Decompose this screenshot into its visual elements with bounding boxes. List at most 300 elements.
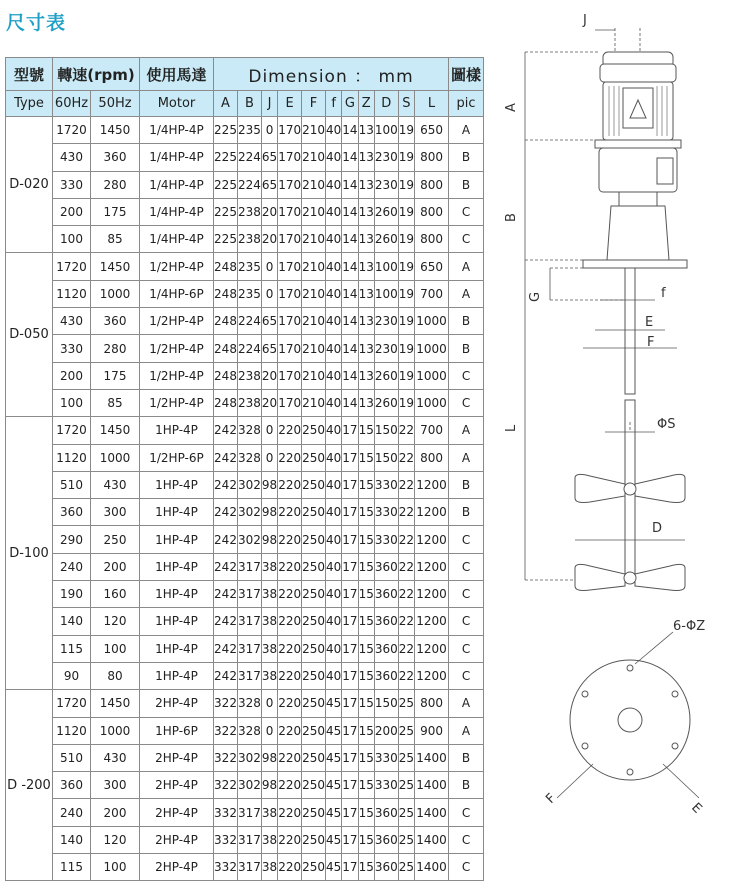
table-cell: 250 xyxy=(302,608,326,635)
table-cell: 170 xyxy=(278,144,302,171)
table-cell: 1HP-4P xyxy=(140,553,214,580)
label-z: 6-ΦZ xyxy=(673,619,706,634)
header-dimension: Dimension ： mm xyxy=(214,58,449,91)
table-cell: 224 xyxy=(238,171,262,198)
table-cell: 360 xyxy=(53,772,91,799)
table-cell: 45 xyxy=(326,690,342,717)
table-cell: 1/2HP-4P xyxy=(140,308,214,335)
table-cell: 360 xyxy=(374,608,398,635)
table-cell: 700 xyxy=(415,280,449,307)
table-cell: 40 xyxy=(326,171,342,198)
table-cell: 1HP-4P xyxy=(140,471,214,498)
label-f-plan: F xyxy=(543,790,560,807)
table-cell: 40 xyxy=(326,662,342,689)
table-cell: 250 xyxy=(302,635,326,662)
table-cell: 220 xyxy=(278,854,302,881)
table-row xyxy=(6,471,484,498)
table-cell: 13 xyxy=(358,362,374,389)
table-cell: 17 xyxy=(342,854,358,881)
model-cell: D-050 xyxy=(6,253,53,417)
table-cell: 328 xyxy=(238,444,262,471)
table-cell: 317 xyxy=(238,553,262,580)
table-row xyxy=(6,526,484,553)
table-cell: 45 xyxy=(326,854,342,881)
table-cell: 14 xyxy=(342,198,358,225)
table-cell: 1000 xyxy=(415,308,449,335)
table-cell: 13 xyxy=(358,198,374,225)
header-col-z: Z xyxy=(358,91,374,117)
table-cell: 85 xyxy=(91,226,140,253)
table-cell: 250 xyxy=(302,662,326,689)
table-cell: 38 xyxy=(261,854,277,881)
table-cell: 40 xyxy=(326,635,342,662)
header-motor-cn: 使用馬達 xyxy=(140,58,214,91)
table-cell: 238 xyxy=(238,389,262,416)
table-cell: 220 xyxy=(278,553,302,580)
table-cell: 302 xyxy=(238,772,262,799)
table-cell: 17 xyxy=(342,499,358,526)
motor-top xyxy=(600,64,676,82)
table-row xyxy=(6,799,484,826)
table-row xyxy=(6,635,484,662)
table-cell: A xyxy=(449,253,484,280)
table-cell: 40 xyxy=(326,526,342,553)
table-cell: 1450 xyxy=(91,417,140,444)
table-cell: 115 xyxy=(53,635,91,662)
table-cell: 1/2HP-4P xyxy=(140,389,214,416)
table-cell: 210 xyxy=(302,253,326,280)
table-cell: 210 xyxy=(302,144,326,171)
table-cell: 40 xyxy=(326,144,342,171)
table-cell: 200 xyxy=(53,362,91,389)
table-cell: 15 xyxy=(358,826,374,853)
table-cell: 1720 xyxy=(53,253,91,280)
label-f-small: f xyxy=(661,286,666,301)
table-cell: 242 xyxy=(214,526,238,553)
header-50hz: 50Hz xyxy=(91,91,140,117)
table-cell: 22 xyxy=(398,553,414,580)
table-cell: 1200 xyxy=(415,635,449,662)
table-cell: 1720 xyxy=(53,417,91,444)
label-g: G xyxy=(528,291,543,302)
table-cell: 0 xyxy=(261,690,277,717)
mixer-diagram xyxy=(495,0,729,895)
header-col-g: G xyxy=(342,91,358,117)
table-cell: 1/2HP-4P xyxy=(140,362,214,389)
table-cell: 98 xyxy=(261,471,277,498)
table-cell: 242 xyxy=(214,608,238,635)
table-cell: 100 xyxy=(374,253,398,280)
table-cell: C xyxy=(449,553,484,580)
table-cell: 230 xyxy=(374,308,398,335)
table-cell: 650 xyxy=(415,117,449,144)
table-cell: C xyxy=(449,662,484,689)
impeller-hub-upper xyxy=(624,483,636,495)
table-cell: 220 xyxy=(278,581,302,608)
table-cell: 242 xyxy=(214,635,238,662)
label-e: E xyxy=(645,315,654,330)
table-cell: 1/2HP-6P xyxy=(140,444,214,471)
table-cell: 248 xyxy=(214,253,238,280)
table-cell: 98 xyxy=(261,744,277,771)
table-cell: C xyxy=(449,581,484,608)
table-row xyxy=(6,553,484,580)
table-cell: 22 xyxy=(398,581,414,608)
table-cell: 210 xyxy=(302,335,326,362)
table-cell: 38 xyxy=(261,635,277,662)
table-cell: 1000 xyxy=(91,444,140,471)
table-cell: 120 xyxy=(91,826,140,853)
table-cell: 260 xyxy=(374,362,398,389)
table-cell: 13 xyxy=(358,253,374,280)
gearbox-cover xyxy=(657,158,673,184)
table-cell: 150 xyxy=(374,690,398,717)
table-cell: 1HP-4P xyxy=(140,662,214,689)
table-cell: 13 xyxy=(358,117,374,144)
table-cell: 224 xyxy=(238,335,262,362)
table-cell: 328 xyxy=(238,690,262,717)
table-cell: 330 xyxy=(53,171,91,198)
table-cell: 100 xyxy=(374,280,398,307)
table-cell: 260 xyxy=(374,389,398,416)
table-cell: 19 xyxy=(398,226,414,253)
label-d: D xyxy=(652,521,663,536)
table-cell: 20 xyxy=(261,389,277,416)
table-cell: 17 xyxy=(342,826,358,853)
table-cell: 800 xyxy=(415,690,449,717)
table-cell: 360 xyxy=(374,826,398,853)
table-cell: 210 xyxy=(302,362,326,389)
table-cell: 13 xyxy=(358,308,374,335)
table-cell: 15 xyxy=(358,608,374,635)
table-cell: 40 xyxy=(326,335,342,362)
table-cell: 38 xyxy=(261,608,277,635)
table-cell: 510 xyxy=(53,744,91,771)
table-cell: 1000 xyxy=(415,389,449,416)
table-cell: 120 xyxy=(91,608,140,635)
table-cell: 1400 xyxy=(415,772,449,799)
label-l: L xyxy=(504,424,519,432)
table-cell: 360 xyxy=(91,144,140,171)
header-col-d: D xyxy=(374,91,398,117)
table-cell: C xyxy=(449,608,484,635)
table-cell: 250 xyxy=(302,417,326,444)
table-cell: 15 xyxy=(358,662,374,689)
table-cell: 360 xyxy=(374,581,398,608)
table-cell: 224 xyxy=(238,308,262,335)
table-cell: 1400 xyxy=(415,744,449,771)
table-cell: 1000 xyxy=(91,717,140,744)
header-col-e: E xyxy=(278,91,302,117)
table-cell: 40 xyxy=(326,417,342,444)
table-cell: 14 xyxy=(342,226,358,253)
table-cell: 240 xyxy=(53,799,91,826)
table-cell: 22 xyxy=(398,526,414,553)
table-cell: 210 xyxy=(302,198,326,225)
table-cell: 1200 xyxy=(415,553,449,580)
table-cell: 14 xyxy=(342,280,358,307)
header-col-l: L xyxy=(415,91,449,117)
table-cell: 15 xyxy=(358,581,374,608)
table-cell: 170 xyxy=(278,226,302,253)
table-cell: 19 xyxy=(398,308,414,335)
table-cell: 40 xyxy=(326,198,342,225)
impeller-blade-left-upper xyxy=(575,474,625,502)
table-row xyxy=(6,226,484,253)
table-cell: 40 xyxy=(326,117,342,144)
table-cell: 1450 xyxy=(91,253,140,280)
table-cell: 250 xyxy=(302,854,326,881)
table-cell: 317 xyxy=(238,854,262,881)
table-cell: 1/4HP-4P xyxy=(140,226,214,253)
table-cell: 650 xyxy=(415,253,449,280)
table-cell: 200 xyxy=(91,553,140,580)
table-cell: 242 xyxy=(214,553,238,580)
table-cell: 45 xyxy=(326,826,342,853)
table-cell: 1/4HP-6P xyxy=(140,280,214,307)
table-row xyxy=(6,854,484,881)
table-cell: 800 xyxy=(415,444,449,471)
table-cell: 1720 xyxy=(53,690,91,717)
table-cell: 0 xyxy=(261,444,277,471)
coupling-ring xyxy=(619,192,657,206)
table-cell: 330 xyxy=(374,772,398,799)
header-col-f-lower: f xyxy=(326,91,342,117)
table-cell: 200 xyxy=(53,198,91,225)
table-cell: 25 xyxy=(398,799,414,826)
table-cell: 220 xyxy=(278,799,302,826)
table-cell: 430 xyxy=(53,144,91,171)
table-cell: B xyxy=(449,335,484,362)
table-cell: 45 xyxy=(326,799,342,826)
table-cell: 38 xyxy=(261,581,277,608)
table-cell: 242 xyxy=(214,471,238,498)
table-cell: 40 xyxy=(326,253,342,280)
table-cell: 1/2HP-4P xyxy=(140,335,214,362)
table-cell: 170 xyxy=(278,389,302,416)
table-cell: 22 xyxy=(398,471,414,498)
table-cell: 85 xyxy=(91,389,140,416)
table-cell: 0 xyxy=(261,417,277,444)
table-cell: 360 xyxy=(374,799,398,826)
table-cell: 332 xyxy=(214,826,238,853)
table-cell: 0 xyxy=(261,117,277,144)
table-cell: 2HP-4P xyxy=(140,854,214,881)
table-cell: 290 xyxy=(53,526,91,553)
table-row xyxy=(6,280,484,307)
header-motor: Motor xyxy=(140,91,214,117)
table-cell: B xyxy=(449,144,484,171)
table-cell: 248 xyxy=(214,335,238,362)
table-cell: 19 xyxy=(398,171,414,198)
table-cell: C xyxy=(449,389,484,416)
table-cell: 100 xyxy=(374,117,398,144)
table-cell: 248 xyxy=(214,308,238,335)
table-cell: 1200 xyxy=(415,581,449,608)
table-cell: 13 xyxy=(358,171,374,198)
table-cell: 45 xyxy=(326,717,342,744)
table-cell: 13 xyxy=(358,389,374,416)
table-cell: 210 xyxy=(302,280,326,307)
table-cell: 1200 xyxy=(415,662,449,689)
terminal-box xyxy=(623,88,653,128)
table-row xyxy=(6,362,484,389)
table-cell: 0 xyxy=(261,717,277,744)
table-row xyxy=(6,417,484,444)
table-cell: 220 xyxy=(278,499,302,526)
table-cell: 250 xyxy=(302,826,326,853)
table-cell: 40 xyxy=(326,608,342,635)
table-cell: 248 xyxy=(214,362,238,389)
table-cell: 240 xyxy=(53,553,91,580)
table-cell: 430 xyxy=(91,471,140,498)
table-cell: 302 xyxy=(238,744,262,771)
table-cell: 175 xyxy=(91,362,140,389)
table-cell: 800 xyxy=(415,226,449,253)
table-cell: 1/4HP-4P xyxy=(140,117,214,144)
table-cell: 250 xyxy=(302,499,326,526)
table-cell: 38 xyxy=(261,553,277,580)
table-cell: 19 xyxy=(398,389,414,416)
table-cell: 1HP-4P xyxy=(140,608,214,635)
table-cell: 19 xyxy=(398,362,414,389)
table-cell: 220 xyxy=(278,608,302,635)
table-cell: 1HP-4P xyxy=(140,499,214,526)
table-cell: 25 xyxy=(398,854,414,881)
table-cell: 15 xyxy=(358,690,374,717)
table-cell: 800 xyxy=(415,144,449,171)
table-cell: 280 xyxy=(91,171,140,198)
table-cell: 800 xyxy=(415,171,449,198)
table-row xyxy=(6,117,484,144)
table-cell: 700 xyxy=(415,417,449,444)
header-type: Type xyxy=(6,91,53,117)
table-cell: 225 xyxy=(214,144,238,171)
table-cell: 40 xyxy=(326,471,342,498)
table-cell: 302 xyxy=(238,499,262,526)
header-col-s: S xyxy=(398,91,414,117)
table-cell: 19 xyxy=(398,198,414,225)
table-cell: 170 xyxy=(278,335,302,362)
table-cell: B xyxy=(449,171,484,198)
table-cell: A xyxy=(449,280,484,307)
table-cell: C xyxy=(449,635,484,662)
table-cell: 22 xyxy=(398,417,414,444)
table-cell: 220 xyxy=(278,744,302,771)
table-cell: 40 xyxy=(326,581,342,608)
table-cell: 250 xyxy=(91,526,140,553)
table-cell: 19 xyxy=(398,253,414,280)
table-cell: 19 xyxy=(398,335,414,362)
table-cell: 140 xyxy=(53,608,91,635)
table-cell: 17 xyxy=(342,471,358,498)
table-cell: 322 xyxy=(214,717,238,744)
table-cell: 225 xyxy=(214,171,238,198)
table-cell: 65 xyxy=(261,144,277,171)
label-f: F xyxy=(647,335,655,350)
table-cell: 330 xyxy=(374,526,398,553)
table-cell: 322 xyxy=(214,772,238,799)
table-cell: 1720 xyxy=(53,117,91,144)
table-cell: 15 xyxy=(358,717,374,744)
table-cell: A xyxy=(449,117,484,144)
table-cell: 17 xyxy=(342,608,358,635)
label-s: ΦS xyxy=(657,417,676,432)
table-cell: 242 xyxy=(214,662,238,689)
header-60hz: 60Hz xyxy=(53,91,91,117)
table-cell: 65 xyxy=(261,171,277,198)
table-cell: 1HP-4P xyxy=(140,417,214,444)
table-cell: 190 xyxy=(53,581,91,608)
table-cell: 220 xyxy=(278,826,302,853)
table-row xyxy=(6,499,484,526)
table-cell: 17 xyxy=(342,526,358,553)
table-cell: 100 xyxy=(91,854,140,881)
table-cell: 15 xyxy=(358,799,374,826)
table-cell: 17 xyxy=(342,662,358,689)
table-cell: 360 xyxy=(374,854,398,881)
table-cell: 242 xyxy=(214,581,238,608)
table-cell: 250 xyxy=(302,717,326,744)
table-cell: 1200 xyxy=(415,499,449,526)
table-cell: 170 xyxy=(278,253,302,280)
impeller-blade-right-lower xyxy=(635,564,685,590)
table-cell: A xyxy=(449,417,484,444)
table-cell: C xyxy=(449,799,484,826)
table-cell: 100 xyxy=(91,635,140,662)
table-cell: 1120 xyxy=(53,444,91,471)
table-cell: 15 xyxy=(358,417,374,444)
table-cell: 25 xyxy=(398,772,414,799)
table-cell: 1450 xyxy=(91,117,140,144)
table-cell: 300 xyxy=(91,772,140,799)
table-cell: 40 xyxy=(326,389,342,416)
motor-flange xyxy=(595,140,681,148)
table-row xyxy=(6,389,484,416)
table-cell: 15 xyxy=(358,744,374,771)
table-cell: B xyxy=(449,308,484,335)
table-cell: 17 xyxy=(342,635,358,662)
table-cell: 220 xyxy=(278,417,302,444)
table-cell: 14 xyxy=(342,117,358,144)
table-row xyxy=(6,608,484,635)
table-cell: 45 xyxy=(326,744,342,771)
table-row xyxy=(6,308,484,335)
table-cell: 260 xyxy=(374,226,398,253)
table-cell: 238 xyxy=(238,198,262,225)
table-cell: 14 xyxy=(342,144,358,171)
table-cell: 220 xyxy=(278,662,302,689)
mounting-plate xyxy=(583,260,687,268)
table-cell: 1200 xyxy=(415,471,449,498)
table-cell: 40 xyxy=(326,362,342,389)
header-col-a: A xyxy=(214,91,238,117)
table-cell: 210 xyxy=(302,308,326,335)
table-cell: 317 xyxy=(238,799,262,826)
table-cell: 17 xyxy=(342,772,358,799)
table-cell: 65 xyxy=(261,308,277,335)
table-cell: 2HP-4P xyxy=(140,690,214,717)
table-cell: 22 xyxy=(398,662,414,689)
table-cell: 20 xyxy=(261,226,277,253)
dimension-table xyxy=(5,57,484,881)
table-row xyxy=(6,662,484,689)
table-cell: 175 xyxy=(91,198,140,225)
table-cell: 238 xyxy=(238,226,262,253)
table-cell: 330 xyxy=(374,471,398,498)
table-cell: 1200 xyxy=(415,608,449,635)
table-row xyxy=(6,335,484,362)
